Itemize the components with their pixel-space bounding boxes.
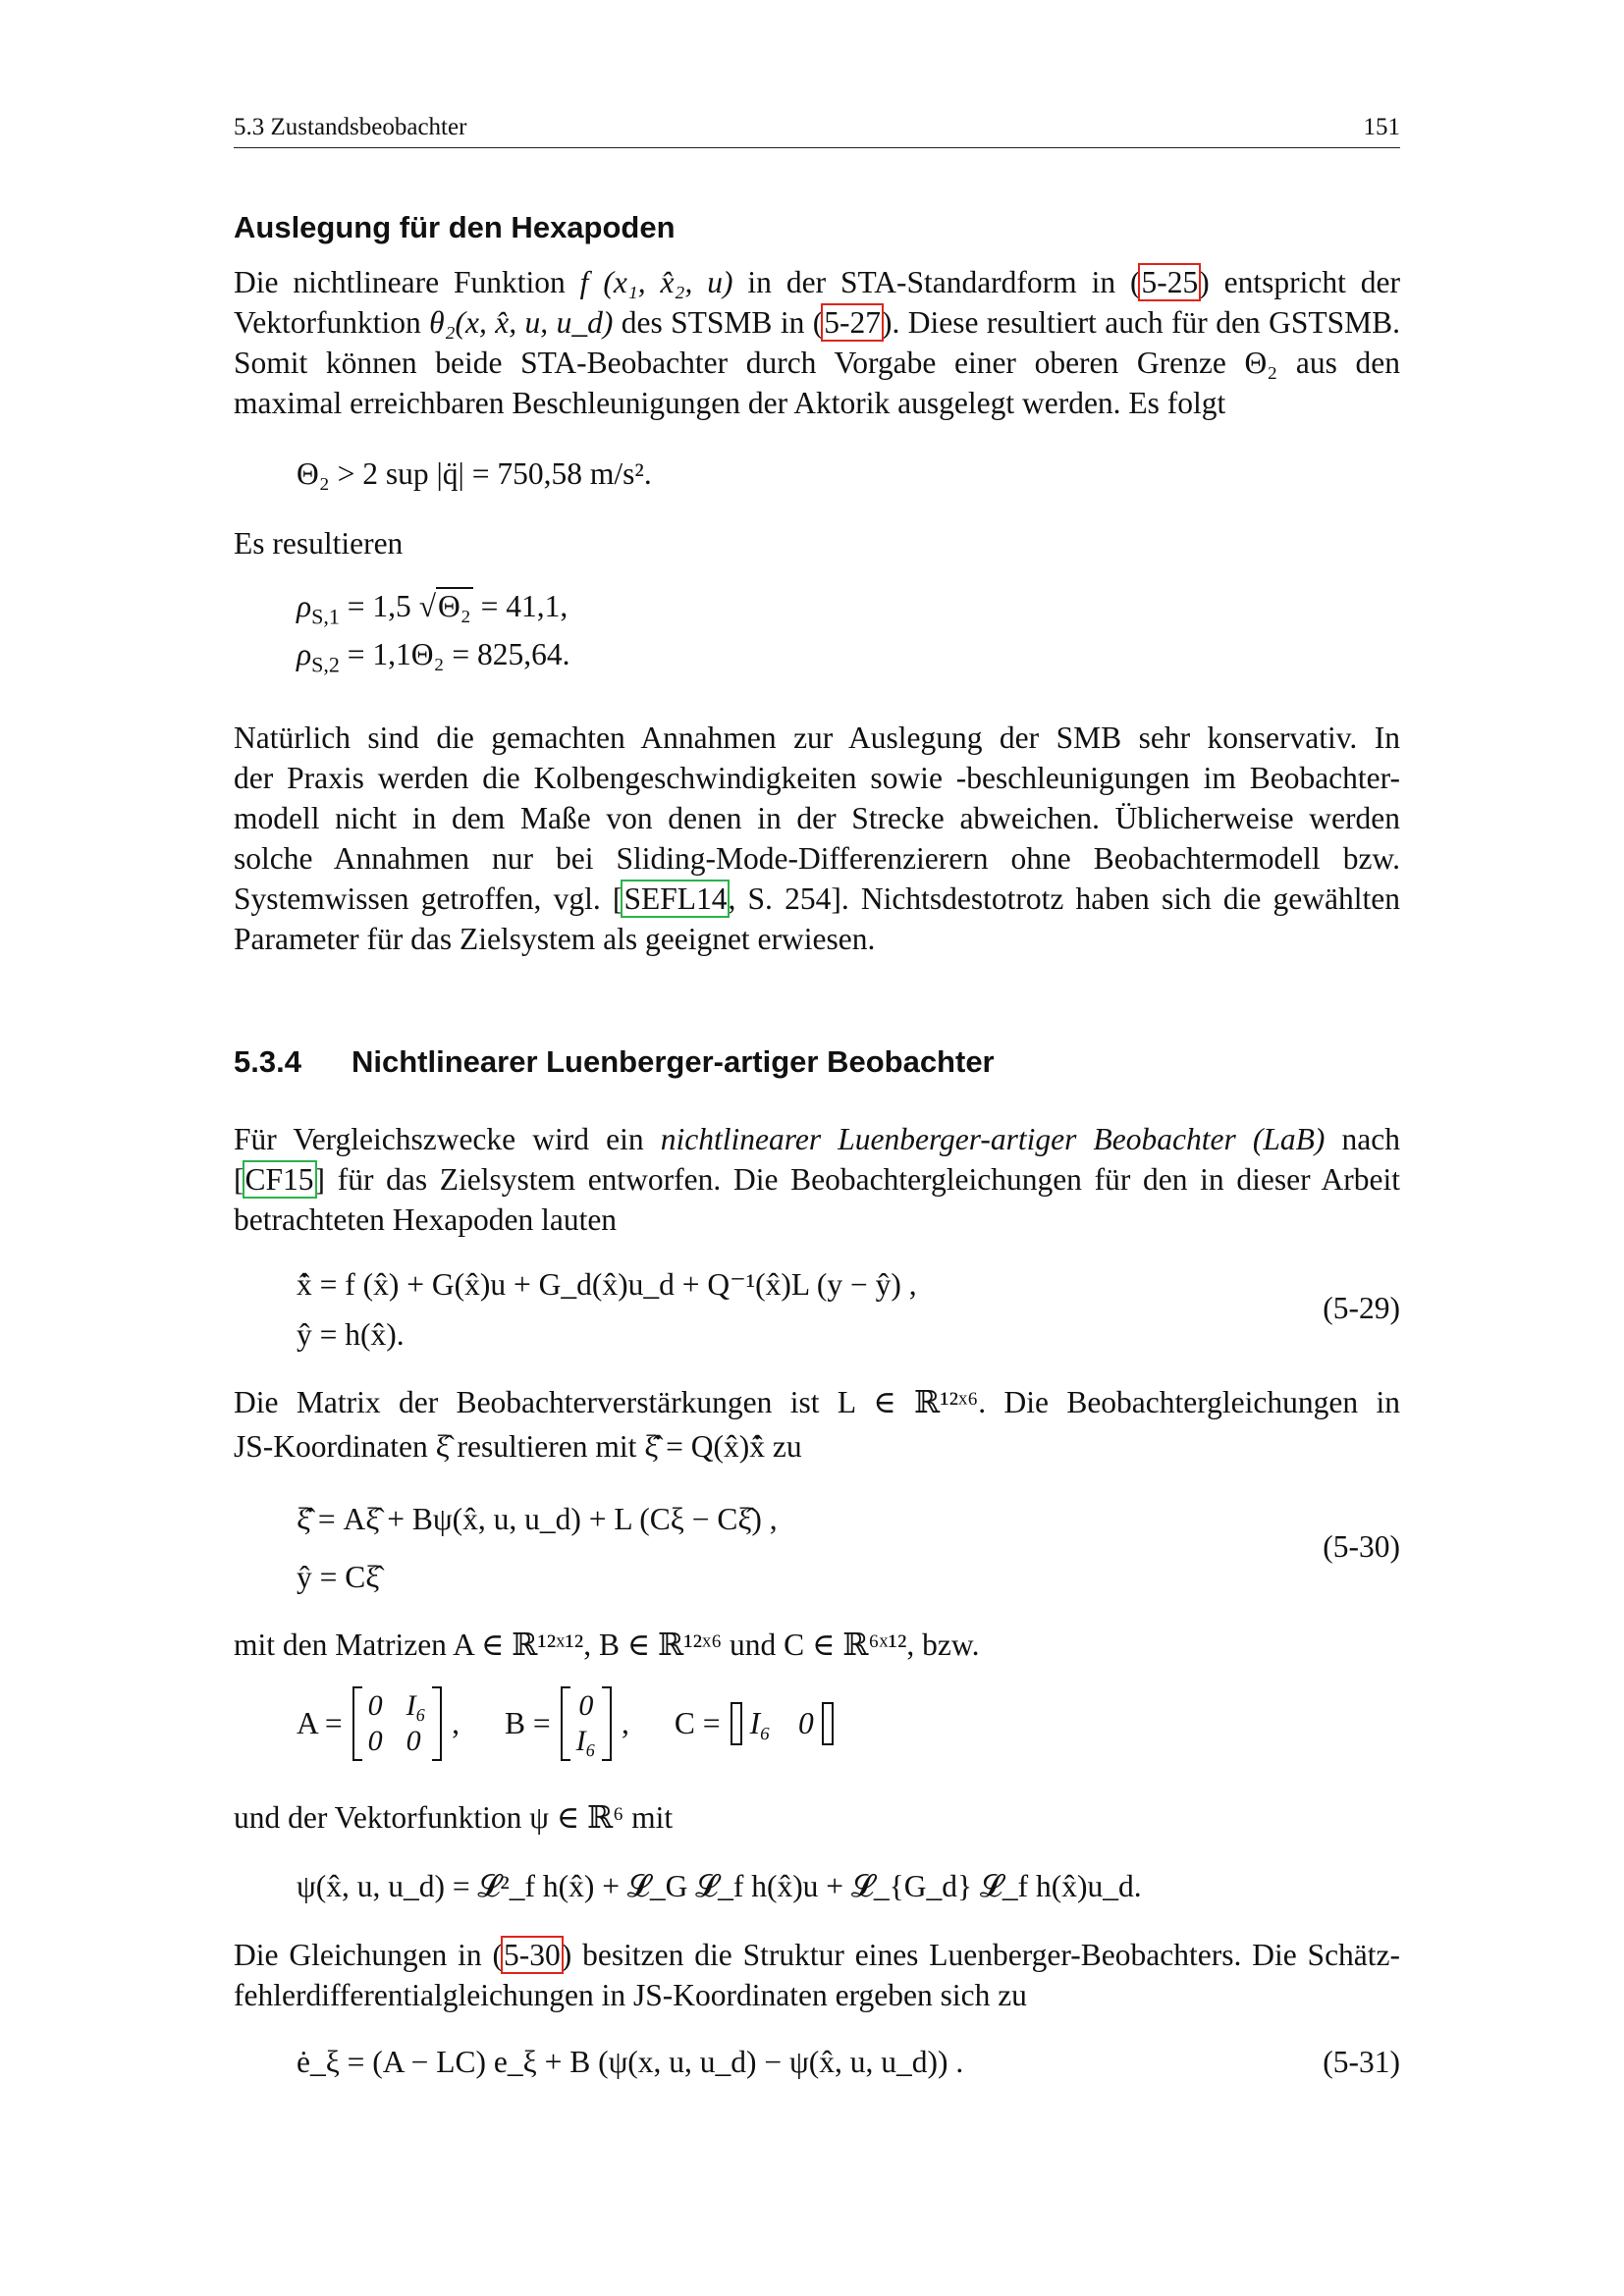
para2-line2: der Praxis werden die Kolbengeschwindigkeiten sowie -beschleunigungen im Beobachter- (234, 761, 1400, 795)
matrix-C-label: C = (674, 1706, 721, 1740)
para1-line3: Somit können beide STA-Beobachter durch Vorgabe einer oberen Grenze Θ₂ aus den (234, 346, 1400, 380)
header-page-number: 151 (1363, 114, 1400, 140)
para2-line6: Parameter für das Zielsystem als geeignet erwiesen. (234, 922, 876, 956)
equation-530-line2: ŷ = Cξ̂ (297, 1560, 380, 1594)
matrix-C: I₆ 0 (731, 1702, 834, 1745)
matrix-definitions: A = 0 I₆ 0 0 , B = 0 I₆ , C = I₆ 0 (297, 1686, 834, 1761)
equation-number-530: (5-30) (1323, 1529, 1400, 1564)
para5: mit den Matrizen A ∈ ℝ¹²ˣ¹², B ∈ ℝ¹²ˣ⁶ und C ∈ ℝ⁶ˣ¹², bzw. (234, 1628, 980, 1662)
para3-line1: Für Vergleichszwecke wird ein nichtlinearer Luenberger-artiger Beobachter (LaB) nach (234, 1122, 1400, 1156)
para2-line3: modell nicht in dem Maße von denen in der Strecke abweichen. Üblicherweise werden (234, 801, 1400, 835)
para7-line2: fehlerdifferentialgleichungen in JS-Koordinaten ergeben sich zu (234, 1978, 1027, 2012)
section-number: 5.3.4 (234, 1044, 301, 1079)
equation-number-531: (5-31) (1323, 2045, 1400, 2079)
subsection-heading: Auslegung für den Hexapoden (234, 210, 676, 244)
para4-line1: Die Matrix der Beobachterverstärkungen ist L ∈ ℝ¹²ˣ⁶. Die Beobachtergleichungen in (234, 1385, 1400, 1419)
document-page (234, 0, 1400, 2296)
section-heading (234, 1044, 995, 1080)
para3-line2: [CF15] für das Zielsystem entworfen. Die Beobachtergleichungen für den in dieser Arbeit (234, 1162, 1400, 1197)
matrix-A: 0 I₆ 0 0 (352, 1686, 442, 1761)
equation-ref-link[interactable]: 5-25 (1141, 265, 1199, 299)
citation-link[interactable]: SEFL14 (623, 881, 728, 916)
matrix-B: 0 I₆ (561, 1686, 612, 1761)
matrix-A-label: A = (297, 1706, 343, 1740)
equation-530-line1: ξ̂̇ = Aξ̂ + Bψ(x̂, u, u_d) + L (Cξ − Cξ̂) , (297, 1502, 778, 1536)
header-section: 5.3 Zustandsbeobachter (234, 114, 467, 140)
equation-531: ė_ξ = (A − LC) e_ξ + B (ψ(x, u, u_d) − ψ(x̂, u, u_d)) . (297, 2045, 964, 2079)
equation-ref-link[interactable]: 5-27 (824, 305, 881, 340)
para4-line2: JS-Koordinaten ξ̂ resultieren mit ξ̂̇ = Q(x̂)x̂̇ zu (234, 1429, 802, 1464)
equation-ref-link[interactable]: 5-30 (504, 1938, 561, 1972)
para3-line3: betrachteten Hexapoden lauten (234, 1202, 618, 1237)
equation-rho1: $\rho_{S,1} = 1,5$ √Θ₂ = 41,1, (297, 589, 568, 629)
math-inline: θ₂(x, x̂, u, u_d) (429, 305, 614, 340)
para7-line1: Die Gleichungen in (5-30) besitzen die Struktur eines Luenberger-Beobachters. Die Schätz- (234, 1938, 1401, 1972)
es-resultieren: Es resultieren (234, 526, 404, 561)
para2-line4: solche Annahmen nur bei Sliding-Mode-Differenzierern ohne Beobachtermodell bzw. (234, 841, 1400, 876)
para2-line5: Systemwissen getroffen, vgl. [SEFL14, S. 254]. Nichtsdestotrotz haben sich die gewählten (234, 881, 1400, 916)
equation-529-line2: ŷ = h(x̂). (297, 1317, 405, 1352)
running-header (234, 114, 1400, 148)
equation-529-line1: x̂̇ = f (x̂) + G(x̂)u + G_d(x̂)u_d + Q⁻¹(x̂)L (y − ŷ) , (297, 1267, 917, 1302)
equation-theta: Θ₂ > 2 sup |q̈| = 750,58 m/s². (297, 456, 652, 491)
para1-line1: Die nichtlineare Funktion f (x₁, x̂₂, u) in der STA-Standardform in (5-25) entspricht der (234, 265, 1400, 299)
equation-rho2: $\rho_{S,2} = 1,1\Theta_2 = 825,64$. (297, 637, 570, 677)
section-title: Nichtlinearer Luenberger-artiger Beobachter (352, 1044, 995, 1079)
equation-number-529: (5-29) (1323, 1291, 1400, 1325)
para2-line1: Natürlich sind die gemachten Annahmen zur Auslegung der SMB sehr konservativ. In (234, 721, 1400, 755)
matrix-B-label: B = (504, 1706, 551, 1740)
para6: und der Vektorfunktion ψ ∈ ℝ⁶ mit (234, 1800, 674, 1835)
para1-line2: Vektorfunktion θ₂(x, x̂, u, u_d) des STSMB in (5-27). Diese resultiert auch für den GSTSMB. (234, 305, 1401, 340)
math-inline: f (x₁, x̂₂, u) (579, 265, 733, 299)
citation-link[interactable]: CF15 (244, 1162, 314, 1197)
para1-line4: maximal erreichbaren Beschleunigungen der Aktorik ausgelegt werden. Es folgt (234, 386, 1226, 420)
equation-psi: ψ(x̂, u, u_d) = 𝓛²_f h(x̂) + 𝓛_G 𝓛_f h(x̂)u + 𝓛_{G_d} 𝓛_f h(x̂)u_d. (297, 1869, 1142, 1903)
